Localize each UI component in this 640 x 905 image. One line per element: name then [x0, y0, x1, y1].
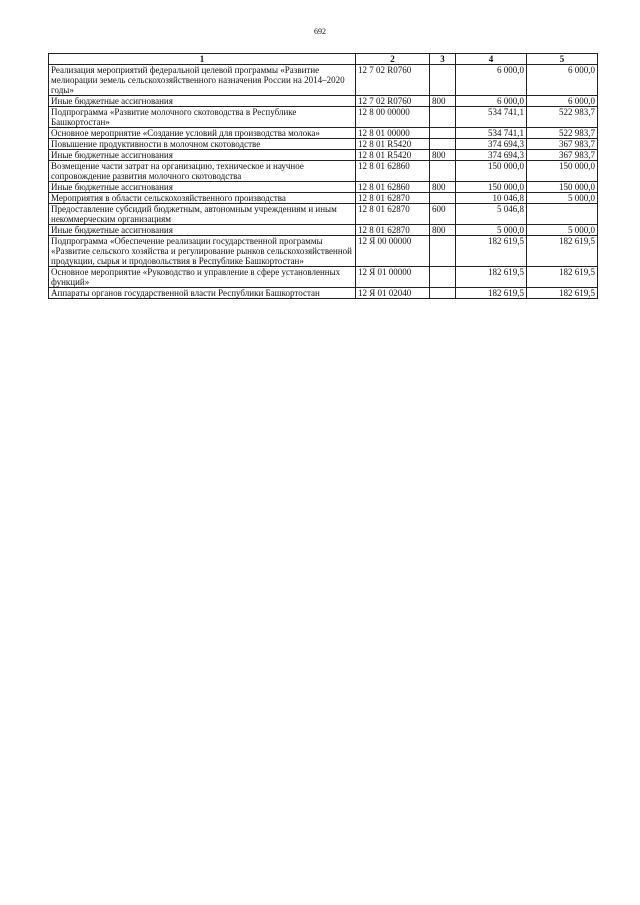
column-header-1: 1 [49, 54, 356, 65]
amount-column-5: 522 983,7 [527, 128, 598, 139]
table-row [49, 225, 598, 236]
amount-column-5: 150 000,0 [527, 161, 598, 182]
target-code: 12 8 01 00000 [356, 128, 430, 139]
amount-column-4: 374 694,3 [456, 139, 527, 150]
target-code: 12 Я 01 00000 [356, 267, 430, 288]
table-row [49, 161, 598, 182]
expense-type: 800 [430, 182, 456, 193]
amount-column-4: 182 619,5 [456, 288, 527, 299]
item-name: Реализация мероприятий федеральной целевой программы «Развитие мелиорации земель сельскохозяйственного назначения России на 2014–2020 годы» [49, 65, 356, 96]
amount-column-4: 534 741,1 [456, 107, 527, 128]
item-name: Иные бюджетные ассигнования [49, 225, 356, 236]
column-header-5: 5 [527, 54, 598, 65]
expense-type [430, 128, 456, 139]
amount-column-5 [527, 204, 598, 225]
amount-column-4: 6 000,0 [456, 65, 527, 96]
item-name: Повышение продуктивности в молочном скотоводстве [49, 139, 356, 150]
table-row [49, 107, 598, 128]
item-name: Иные бюджетные ассигнования [49, 96, 356, 107]
expense-type [430, 193, 456, 204]
amount-column-5: 367 983,7 [527, 150, 598, 161]
amount-column-4: 5 000,0 [456, 225, 527, 236]
expense-type [430, 139, 456, 150]
page-number: 692 [314, 27, 326, 36]
amount-column-5: 182 619,5 [527, 288, 598, 299]
amount-column-4: 534 741,1 [456, 128, 527, 139]
item-name: Аппараты органов государственной власти Республики Башкортостан [49, 288, 356, 299]
item-name: Иные бюджетные ассигнования [49, 150, 356, 161]
expense-type [430, 161, 456, 182]
target-code: 12 Я 00 00000 [356, 236, 430, 267]
target-code: 12 8 01 62870 [356, 225, 430, 236]
expense-type: 800 [430, 225, 456, 236]
column-header-4: 4 [456, 54, 527, 65]
column-header-3: 3 [430, 54, 456, 65]
table-row [49, 182, 598, 193]
amount-column-4: 10 046,8 [456, 193, 527, 204]
target-code: 12 8 01 62870 [356, 204, 430, 225]
expense-type [430, 288, 456, 299]
table-row [49, 139, 598, 150]
amount-column-4: 374 694,3 [456, 150, 527, 161]
table-row [49, 150, 598, 161]
target-code: 12 8 01 R5420 [356, 150, 430, 161]
item-name: Основное мероприятие «Руководство и управление в сфере установленных функций» [49, 267, 356, 288]
target-code: 12 Я 01 02040 [356, 288, 430, 299]
table-row [49, 65, 598, 96]
item-name: Иные бюджетные ассигнования [49, 182, 356, 193]
budget-table [48, 53, 598, 299]
amount-column-5: 522 983,7 [527, 107, 598, 128]
item-name: Подпрограмма «Развитие молочного скотоводства в Республике Башкортостан» [49, 107, 356, 128]
target-code: 12 8 01 R5420 [356, 139, 430, 150]
item-name: Возмещение части затрат на организацию, техническое и научное сопровождение развития молочного скотоводства [49, 161, 356, 182]
target-code: 12 7 02 R0760 [356, 96, 430, 107]
amount-column-4: 6 000,0 [456, 96, 527, 107]
item-name: Подпрограмма «Обеспечение реализации государственной программы «Развитие сельского хозяйства и регулирование рынков сельскохозяйственной продукции, сырья и продовольствия в Республике Башкортостан» [49, 236, 356, 267]
expense-type: 800 [430, 96, 456, 107]
amount-column-4: 5 046,8 [456, 204, 527, 225]
target-code: 12 8 01 62860 [356, 182, 430, 193]
amount-column-4: 182 619,5 [456, 236, 527, 267]
table-row [49, 128, 598, 139]
column-header-2: 2 [356, 54, 430, 65]
target-code: 12 7 02 R0760 [356, 65, 430, 96]
amount-column-5: 182 619,5 [527, 267, 598, 288]
amount-column-4: 150 000,0 [456, 182, 527, 193]
header-row [49, 54, 598, 65]
item-name: Предоставление субсидий бюджетным, автономным учреждениям и иным некоммерческим организациям [49, 204, 356, 225]
amount-column-5: 182 619,5 [527, 236, 598, 267]
amount-column-4: 150 000,0 [456, 161, 527, 182]
item-name: Мероприятия в области сельскохозяйственного производства [49, 193, 356, 204]
amount-column-5: 6 000,0 [527, 65, 598, 96]
target-code: 12 8 01 62870 [356, 193, 430, 204]
item-name: Основное мероприятие «Создание условий для производства молока» [49, 128, 356, 139]
table-row [49, 193, 598, 204]
expense-type [430, 236, 456, 267]
amount-column-5: 5 000,0 [527, 193, 598, 204]
table-row [49, 288, 598, 299]
table-row [49, 204, 598, 225]
amount-column-5: 367 983,7 [527, 139, 598, 150]
expense-type [430, 65, 456, 96]
table-row [49, 267, 598, 288]
table-row [49, 236, 598, 267]
expense-type: 600 [430, 204, 456, 225]
amount-column-5: 5 000,0 [527, 225, 598, 236]
table-row [49, 96, 598, 107]
expense-type [430, 107, 456, 128]
amount-column-5: 6 000,0 [527, 96, 598, 107]
expense-type: 800 [430, 150, 456, 161]
expense-type [430, 267, 456, 288]
target-code: 12 8 01 62860 [356, 161, 430, 182]
target-code: 12 8 00 00000 [356, 107, 430, 128]
amount-column-4: 182 619,5 [456, 267, 527, 288]
amount-column-5: 150 000,0 [527, 182, 598, 193]
